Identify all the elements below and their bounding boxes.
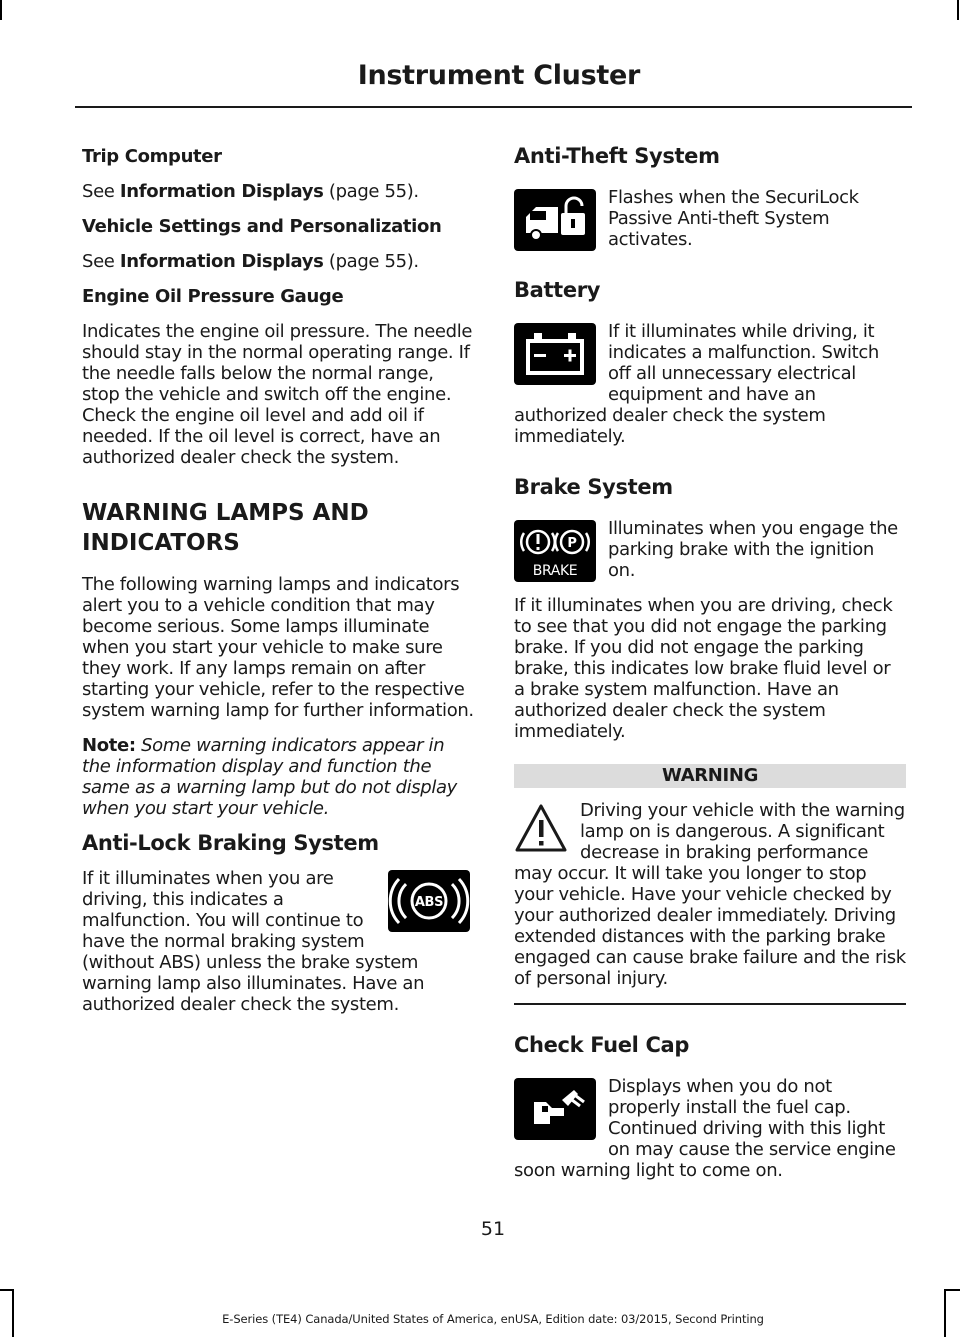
abs-heading: Anti-Lock Braking System — [82, 831, 379, 855]
brake-icon-label: BRAKE — [532, 563, 578, 579]
fuel-cap-text: Displays when you do not properly install the fuel cap. Continued driving with this light on may cause the service engine soon warning light to come on. — [514, 1075, 896, 1181]
page-number: 51 — [480, 1218, 506, 1240]
battery-heading: Battery — [514, 278, 601, 302]
trip-computer-reference — [82, 181, 474, 202]
page-reference: (page 55). — [328, 251, 419, 272]
page-title: Instrument Cluster — [357, 60, 640, 91]
trip-computer-heading: Trip Computer — [82, 146, 222, 167]
warning-banner: WARNING — [514, 764, 906, 788]
crop-mark — [957, 0, 959, 20]
anti-theft-icon — [514, 189, 596, 253]
warning-lamps-heading: WARNING LAMPS AND INDICATORS — [82, 500, 369, 556]
note-text: Some warning indicators appear in the information display and function the same as a warning lamp but do not display when you start your vehicle. — [82, 735, 457, 819]
fuel-cap-icon — [514, 1078, 596, 1142]
crop-mark — [0, 1289, 14, 1291]
brake-text-primary: Illuminates when you engage the parking brake with the ignition on. — [608, 518, 898, 581]
abs-warning-icon — [388, 870, 470, 934]
warning-triangle-icon — [514, 802, 568, 854]
battery-text: If it illuminates while driving, it indicates a malfunction. Switch off all unnecessary electrical equipment and have an authorized dealer check the system immediately. — [514, 321, 879, 447]
anti-theft-text: Flashes when the SecuriLock Passive Anti-theft System activates. — [608, 187, 859, 250]
warning-text: Driving your vehicle with the warning lamp on is dangerous. A significant decrease in braking performance may occur. It will take you longer to stop your vehicle. Have your vehicle checked by your authorized dealer immediately. Driving extended distances with the parking brake engaged can cause brake failure and the risk of personal injury. — [514, 800, 906, 989]
note-label: Note: — [82, 735, 136, 756]
crop-mark — [0, 0, 2, 20]
header-divider — [75, 106, 912, 108]
brake-text-secondary: If it illuminates when you are driving, check to see that you did not engage the parking brake. If you did not engage the parking brake, this indicates low brake fluid level or a brake system malfunction. Have an authorized dealer check the system immediately. — [514, 595, 893, 742]
anti-theft-heading: Anti-Theft System — [514, 144, 720, 168]
crop-mark — [944, 1289, 960, 1291]
vehicle-settings-reference — [82, 251, 474, 272]
oil-pressure-text: Indicates the engine oil pressure. The needle should stay in the normal operating range. If the needle falls below the normal range, stop the vehicle and switch off the engine. Check the engine oil level and add oil if needed. If the oil level is correct, have an authorized dealer check the system. — [82, 321, 473, 468]
brake-warning-icon — [514, 520, 596, 584]
warning-lamps-intro: The following warning lamps and indicators alert you to a vehicle condition that may become serious. Some lamps illuminate when you start your vehicle to make sure they work. If any lamps remain on after starting your vehicle, refer to the respective system warning lamp for further information. — [82, 574, 474, 721]
information-displays-link[interactable]: Information Displays — [119, 251, 324, 272]
information-displays-link[interactable]: Information Displays — [119, 181, 324, 202]
see-text: See — [82, 251, 115, 272]
battery-icon — [514, 323, 596, 387]
edition-footer: E-Series (TE4) Canada/United States of America, enUSA, Edition date: 03/2015, Second Printing — [222, 1312, 764, 1326]
abs-icon-label: ABS — [414, 895, 444, 910]
page-reference: (page 55). — [328, 181, 419, 202]
check-fuel-cap-heading: Check Fuel Cap — [514, 1032, 690, 1057]
svg-text:P: P — [567, 536, 577, 551]
see-text: See — [82, 181, 115, 202]
left-column — [82, 146, 474, 1029]
oil-pressure-heading: Engine Oil Pressure Gauge — [82, 286, 344, 307]
brake-system-heading: Brake System — [514, 475, 673, 499]
abs-text: If it illuminates when you are driving, this indicates a malfunction. You will continue to have the normal braking system (without ABS) unless the brake system warning lamp also illuminates. Have an authorized dealer check the system. — [82, 868, 425, 1015]
right-column — [514, 146, 906, 1195]
vehicle-settings-heading: Vehicle Settings and Personalization — [82, 216, 442, 237]
warning-divider — [514, 1003, 906, 1005]
note-paragraph — [82, 735, 474, 819]
